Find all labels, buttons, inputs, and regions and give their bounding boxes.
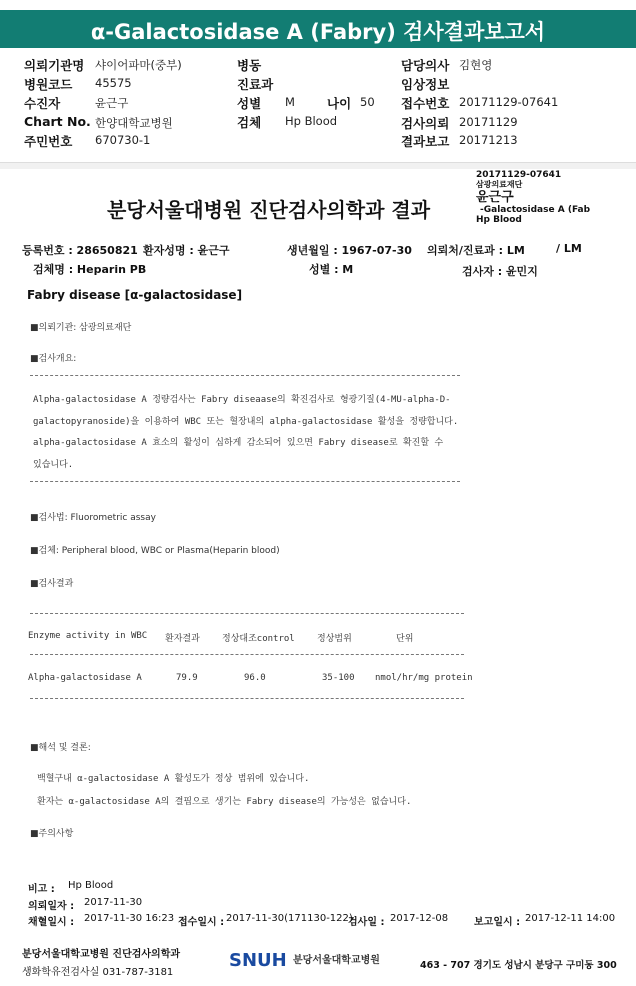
method: ■검사법: Fluorometric assay [30,513,156,523]
label-request-date: 검사의뢰 [401,116,450,131]
label-sex: 성별 [237,96,262,111]
receipt-time-label: 접수일시 : [178,917,225,928]
referring-department: 의뢰처/진료과 : LM [427,244,525,257]
value-patient: 윤근구 [95,96,129,110]
test-date-label: 검사일 : [348,917,385,928]
value-age: 50 [360,95,375,109]
overview-line-3: alpha-galactosidase A 효소의 활성이 심하게 감소되어 있으면 Fabry disease로 확진할 수 [33,438,444,448]
value-report-date: 20171213 [459,133,518,147]
label-doctor: 담당의사 [401,58,450,73]
label-patient: 수진자 [24,96,61,111]
report-time-value: 2017-12-11 14:00 [525,913,616,924]
overview-line-1: Alpha-galactosidase A 정량검사는 Fabry diseaase의 확진검사로 형광기질(4-MU-alpha-D- [33,395,451,405]
overview-line-4: 있습니다. [33,460,74,470]
test-name: Fabry disease [α-galactosidase] [27,288,243,302]
draw-time-value: 2017-11-30 16:23 [84,913,175,924]
report-title-bar [0,10,636,48]
requesting-institution: ■의뢰기관: 삼광의료재단 [30,323,132,333]
label-age: 나이 [327,96,352,111]
value-accession-no: 20171129-07641 [459,95,559,109]
stamp-patient: 윤근구 [476,190,514,205]
patient-name: 환자성명 : 윤근구 [143,244,230,257]
report-title: α-Galactosidase A (Fabry) 검사결과보고서 [90,20,546,44]
table-row-unit: nmol/hr/mg protein [375,673,473,683]
lab-contact: 생화학유전검사실 031-787-3181 [22,967,174,978]
stamp-specimen: Hp Blood [476,215,522,225]
referring-department-2: / LM [556,242,582,255]
section-separator [0,162,636,169]
divider [30,375,460,376]
snuh-logo-text: 분당서울대학교병원 [293,955,380,966]
examiner: 검사자 : 윤민지 [462,265,538,278]
table-row-enzyme: Alpha-galactosidase A [28,673,142,683]
stamp-test: -Galactosidase A (Fab [480,205,591,215]
label-hospital-code: 병원코드 [24,77,73,92]
receipt-time-value: 2017-11-30(171130-122) [226,913,353,924]
stamp-accession: 20171129-07641 [476,170,562,180]
test-date-value: 2017-12-08 [390,913,449,924]
lab-stamp [476,170,590,225]
label-institution: 의뢰기관명 [24,58,85,73]
result-heading: ■검사결과 [30,579,74,589]
department-name: 분당서울대학교병원 진단검사의학과 [22,949,181,960]
label-ward: 병동 [237,58,262,73]
table-header-enzyme: Enzyme activity in WBC [28,631,148,641]
value-institution: 샤이어파마(중부) [95,58,182,72]
value-chart-no: 한양대학교병원 [95,116,173,130]
label-clinical-info: 임상정보 [401,77,450,92]
table-row-control: 96.0 [244,673,266,683]
remark-value: Hp Blood [68,880,114,891]
stamp-lab: 삼광의료재단 [476,180,523,189]
table-header-range: 정상범위 [317,634,352,644]
interpretation-line-2: 환자는 α-galactosidase A의 결핍으로 생기는 Fabry disease의 가능성은 없습니다. [37,797,412,807]
overview-heading: ■검사개요: [30,354,77,364]
table-header-control: 정상대조control [222,634,295,644]
label-resident-no: 주민번호 [24,134,73,149]
specimen-name: 검체명 : Heparin PB [33,263,147,276]
hospital-address: 463 - 707 경기도 성남시 분당구 구미동 300 [420,960,617,971]
label-accession-no: 접수번호 [401,96,450,111]
registration-number: 등록번호 : 28650821 [22,244,138,257]
hospital-result-title: 분당서울대병원 진단검사의학과 결과 [107,198,431,222]
date-of-birth: 생년월일 : 1967-07-30 [287,244,412,257]
request-date-label: 의뢰일자 : [28,901,75,912]
divider [30,654,464,655]
value-doctor: 김현영 [459,58,493,72]
interpretation-line-1: 백혈구내 α-galactosidase A 활성도가 정상 범위에 있습니다. [37,774,310,784]
report-time-label: 보고일시 : [474,917,521,928]
table-header-patient: 환자결과 [165,634,200,644]
remark-label: 비고 : [28,884,55,895]
interpretation-heading: ■해석 및 결론: [30,743,91,753]
value-sex: M [285,95,295,109]
value-request-date: 20171129 [459,115,518,129]
divider [30,613,464,614]
value-specimen: Hp Blood [285,114,338,128]
request-date-value: 2017-11-30 [84,897,143,908]
label-department: 진료과 [237,77,274,92]
value-hospital-code: 45575 [95,76,132,90]
label-specimen: 검체 [237,115,262,130]
overview-line-2: galactopyranoside)을 이용하여 WBC 또는 혈장내의 alpha-galactosidase 활성을 정량합니다. [33,417,459,427]
label-chart-no: Chart No. [24,114,91,129]
value-resident-no: 670730-1 [95,133,151,147]
snuh-logo-mark: SNUH [229,950,287,971]
divider [30,698,464,699]
table-header-unit: 단위 [396,634,414,644]
sample-type: ■검체: Peripheral blood, WBC or Plasma(Heparin blood) [30,546,280,556]
report-sex: 성별 : M [309,263,354,276]
label-report-date: 결과보고 [401,134,450,149]
caution-heading: ■주의사항 [30,829,74,839]
table-row-patient-result: 79.9 [176,673,198,683]
divider [30,481,460,482]
draw-time-label: 채혈일시 : [28,917,75,928]
table-row-range: 35-100 [322,673,355,683]
snuh-logo [229,950,380,971]
